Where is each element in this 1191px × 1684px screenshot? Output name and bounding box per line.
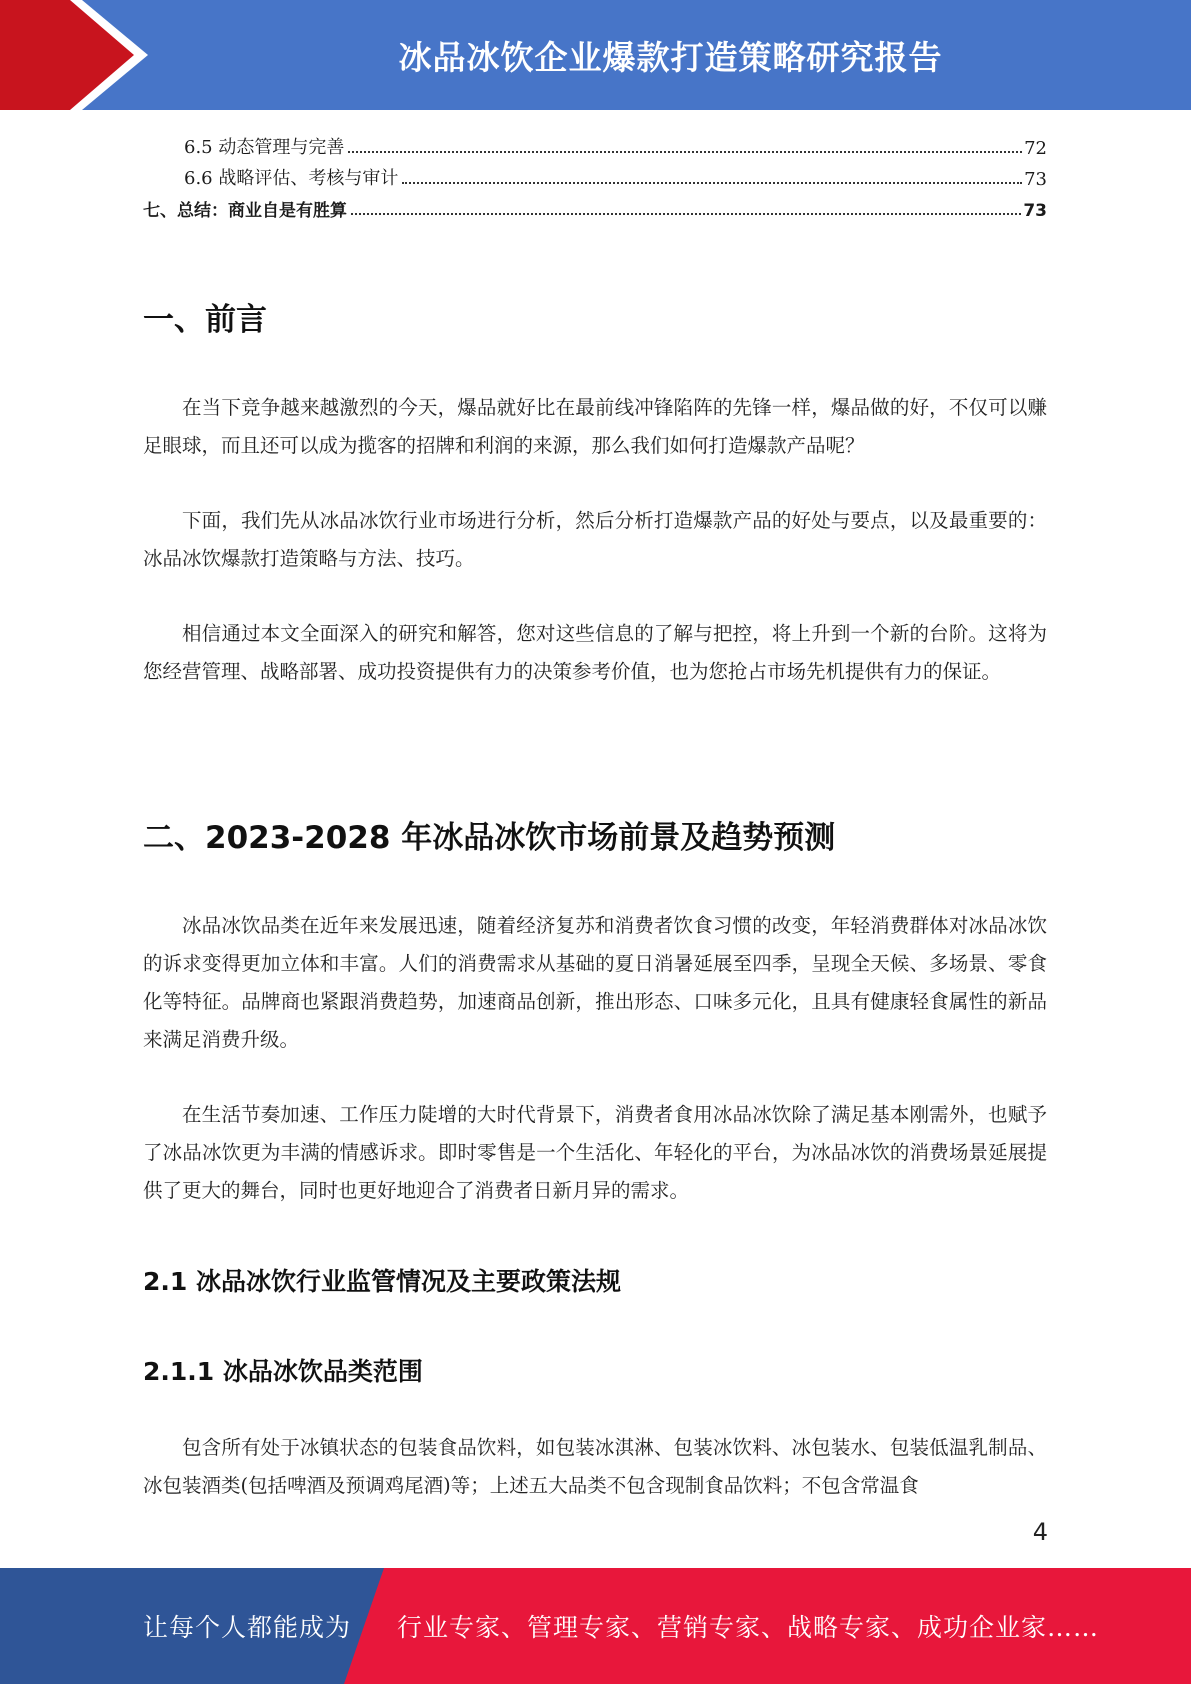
body-paragraph: 冰品冰饮品类在近年来发展迅速，随着经济复苏和消费者饮食习惯的改变，年轻消费群体对冰品冰饮的诉求变得更加立体和丰富。人们的消费需求从基础的夏日消暑延展至四季，呈现全天候、多场景、零食化等特征。品牌商也紧跟消费趋势，加速商品创新，推出形态、口味多元化，且具有健康轻食属性的新品来满足消费升级。 bbox=[143, 914, 1047, 1051]
page-number: 4 bbox=[1032, 1518, 1048, 1546]
subsection-heading-category-scope: 2.1.1 冰品冰饮品类范围 bbox=[143, 1357, 423, 1386]
toc-entry[interactable] bbox=[143, 128, 1047, 159]
toc-entry-text: 6.5 动态管理与完善 bbox=[184, 133, 348, 159]
toc-entry-text: 七、总结：商业自是有胜算 bbox=[143, 196, 351, 221]
toc-entry-page: 72 bbox=[1024, 138, 1047, 159]
page-footer bbox=[0, 1568, 1191, 1684]
toc-entry-page: 73 bbox=[1023, 201, 1047, 221]
toc-leader-dots bbox=[348, 151, 1022, 153]
header-chevron-decoration bbox=[0, 0, 160, 110]
body-paragraph: 包含所有处于冰镇状态的包装食品饮料，如包装冰淇淋、包装冰饮料、冰包装水、包装低温乳制品、冰包装酒类(包括啤酒及预调鸡尾酒)等；上述五大品类不包含现制食品饮料；不包含常温食 bbox=[143, 1436, 1047, 1497]
body-paragraph: 在当下竞争越来越激烈的今天，爆品就好比在最前线冲锋陷阵的先锋一样，爆品做的好，不仅可以赚足眼球，而且还可以成为揽客的招牌和利润的来源，那么我们如何打造爆款产品呢？ bbox=[143, 396, 1047, 457]
page-header bbox=[0, 0, 1191, 110]
header-title: 冰品冰饮企业爆款打造策略研究报告 bbox=[398, 37, 943, 77]
toc-entry[interactable] bbox=[143, 159, 1047, 190]
body-paragraph: 相信通过本文全面深入的研究和解答，您对这些信息的了解与把控，将上升到一个新的台阶。这将为您经营管理、战略部署、成功投资提供有力的决策参考价值，也为您抢占市场先机提供有力的保证。 bbox=[143, 622, 1047, 683]
subsection-heading-regulation: 2.1 冰品冰饮行业监管情况及主要政策法规 bbox=[143, 1267, 621, 1296]
toc-entry[interactable] bbox=[143, 190, 1047, 221]
table-of-contents bbox=[143, 128, 1047, 221]
body-paragraph: 下面，我们先从冰品冰饮行业市场进行分析，然后分析打造爆款产品的好处与要点，以及最重要的：冰品冰饮爆款打造策略与方法、技巧。 bbox=[143, 509, 1047, 570]
footer-slogan-right: 行业专家、管理专家、营销专家、战略专家、成功企业家…… bbox=[397, 1613, 1100, 1642]
toc-leader-dots bbox=[351, 213, 1021, 215]
toc-leader-dots bbox=[402, 182, 1022, 184]
toc-entry-text: 6.6 战略评估、考核与审计 bbox=[184, 164, 402, 190]
body-paragraph: 在生活节奏加速、工作压力陡增的大时代背景下，消费者食用冰品冰饮除了满足基本刚需外，也赋予了冰品冰饮更为丰满的情感诉求。即时零售是一个生活化、年轻化的平台，为冰品冰饮的消费场景延展提供了更大的舞台，同时也更好地迎合了消费者日新月异的需求。 bbox=[143, 1103, 1047, 1202]
section-heading-market-outlook: 二、2023-2028 年冰品冰饮市场前景及趋势预测 bbox=[143, 820, 836, 856]
toc-entry-page: 73 bbox=[1024, 169, 1047, 190]
section-heading-preface: 一、前言 bbox=[143, 302, 267, 338]
footer-slogan-left: 让每个人都能成为 bbox=[143, 1613, 352, 1642]
